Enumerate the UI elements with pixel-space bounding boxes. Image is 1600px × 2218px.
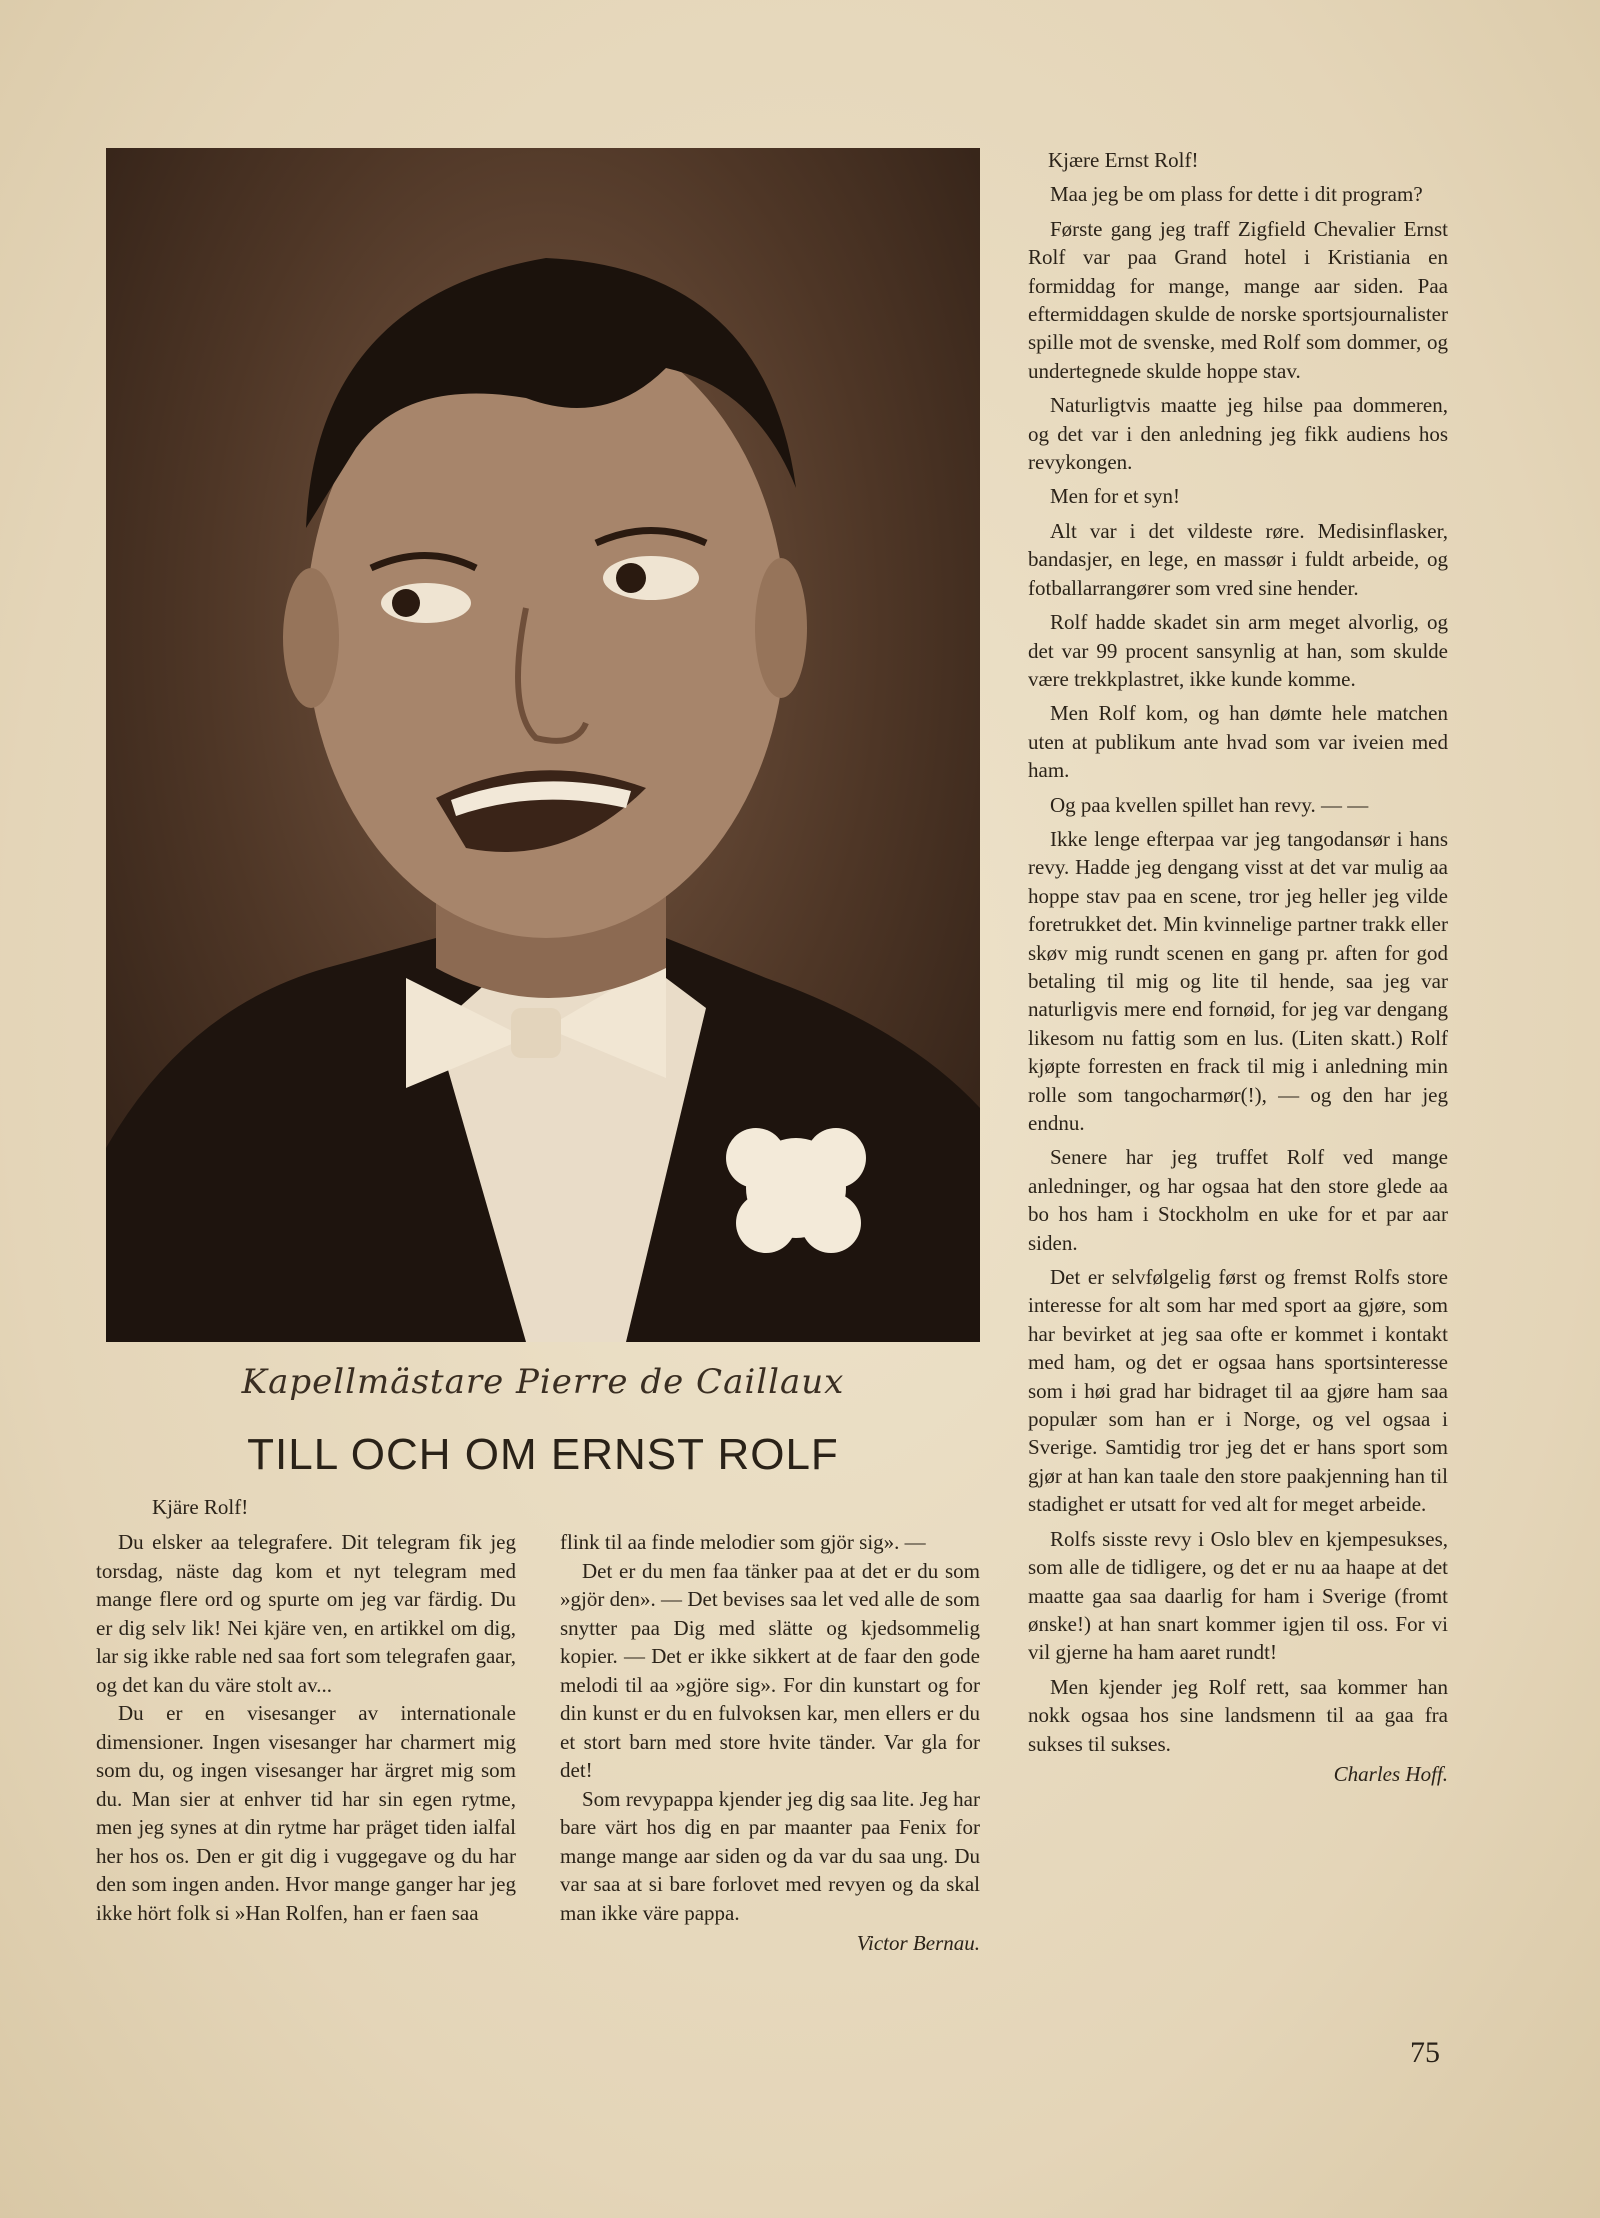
- letter2-paragraph-1: Maa jeg be om plass for dette i dit program?: [1050, 182, 1423, 207]
- article-headline: TILL OCH OM ERNST ROLF: [247, 1430, 839, 1479]
- letter2-paragraph-5: Alt var i det vildeste røre. Medisinflasker, bandasjer, en lege, en massør i fuldt arbeide, og fotballarrangører som vred sine hender.: [1028, 518, 1448, 600]
- letter2-paragraph-9: Ikke lenge efterpaa var jeg tangodansør i hans revy. Hadde jeg dengang visst at det var mulig aa hoppe stav paa en scene, tror jeg heller jeg vilde foretrukket det. Min kvinnelige partner trakk eller skøv mig rundt scenen en gang pr. aften for god betaling til mig og lite til hende, saa jeg var naturligvis mere end fornøid, for jeg var dengang likesom nu fattig som en lus. (Liten skatt.) Rolf kjøpte forresten en frack til mig i anledning min rolle som tangocharmør(!), — og den har jeg endnu.: [1028, 826, 1448, 1135]
- page-number: 75: [1410, 2036, 1440, 2069]
- letter2-paragraph-13: Men kjender jeg Rolf rett, saa kommer han nokk ogsaa hos sine landsmenn til aa gaa fra sukses til sukses.: [1028, 1674, 1448, 1756]
- letter2-paragraph-6: Rolf hadde skadet sin arm meget alvorlig, og det var 99 procent sansynlig at han, som skulde være trekkplastret, ikke kunde komme.: [1028, 610, 1448, 691]
- letter1-paragraph-2: Du er en visesanger av internationale dimensioner. Ingen visesanger har charmert mig som du, og ingen visesanger har ärgret mig som du. Man sier at enhver tid har sin egen rytme, men jeg synes at din rytme har präget tiden ialfal her hos os. Den er git dig i vuggegave og du har den som ingen anden. Hvor mange ganger har jeg ikke hört folk si »Han Rolfen, han er faen saa: [96, 1701, 516, 1925]
- letter2-paragraph-2: Første gang jeg traff Zigfield Chevalier Ernst Rolf var paa Grand hotel i Kristiania en formiddag for mange, mange aar siden. Paa eftermiddagen skulde de norske sportsjournalister spille mot de svenske, med Rolf som dommer, og undertegnede skulde hoppe stav.: [1028, 216, 1448, 383]
- portrait-illustration: [106, 148, 980, 1342]
- letter2-paragraph-11: Det er selvfølgelig først og fremst Rolfs store interesse for alt som har med sport aa gjøre, som har bevirket at jeg saa ofte er kommet i kontakt med ham, og det er ogsaa hans sportsinteresse som i høi grad har bidraget til aa gjøre ham saa populær som han er i Norge, og vel ogsaa i Sverige. Samtidig tror jeg det er hans sport som gjør at han kan taale den store paakjenning han til stadighet er utsatt for ved alt for meget arbeide.: [1028, 1265, 1448, 1517]
- letter2-paragraph-7: Men Rolf kom, og han dømte hele matchen uten at publikum ante hvad som var iveien med ham.: [1028, 701, 1448, 783]
- letter2-greeting: Kjære Ernst Rolf!: [1048, 148, 1199, 172]
- column-2: [560, 1528, 980, 1958]
- letter1-paragraph-5: Som revypappa kjender jeg dig saa lite. Jeg har bare värt hos dig en par maanter paa Fenix for mange mange aar siden og da var du saa ung. Du var saa at si bare forlovet med revyen og da skal man ikke väre pappa.: [560, 1786, 980, 1925]
- letter2-paragraph-12: Rolfs sisste revy i Oslo blev en kjempesukses, som alle de tidligere, og det er nu aa haape at det maatte gaa saa daarlig for ham i Sverige (fromt ønske!) at han snart kommer igjen til oss. For vi vil gjerne ha ham aaret rundt!: [1028, 1526, 1448, 1665]
- letter2-paragraph-10: Senere har jeg truffet Rolf ved mange anledninger, og har ogsaa hat den store glede aa bo hos ham i Stockholm en uke for et par aar siden.: [1028, 1145, 1448, 1255]
- letter1-paragraph-3: flink til aa finde melodier som gjör sig». —: [560, 1530, 926, 1554]
- letter2-paragraph-8: Og paa kvellen spillet han revy. — —: [1050, 792, 1369, 817]
- letter2-paragraph-3: Naturligtvis maatte jeg hilse paa dommeren, og det var i den anledning jeg fikk audiens hos revykongen.: [1028, 393, 1448, 475]
- letter1-paragraph-4: Det er du men faa tänker paa at det er du som »gjör den». — Det bevises saa let ved alle de som snytter paa Dig med slätte og kjedsommelig kopier. — Det er ikke sikkert at de faar den gode melodi til aa »gjöre sig». For din kunstart og for din kunst er du en fulvoksen kar, men ellers er du et stort barn med store hvite tänder. Var gla for det!: [560, 1558, 980, 1782]
- letter2-paragraph-4: Men for et syn!: [1050, 484, 1181, 509]
- letter1-greeting: Kjäre Rolf!: [152, 1495, 249, 1519]
- letter2-signature: Charles Hoff.: [1333, 1761, 1448, 1786]
- letter1-signature: Victor Bernau.: [856, 1931, 980, 1955]
- photo-caption: Kapellmästare Pierre de Caillaux: [241, 1362, 845, 1402]
- portrait-photo: [106, 148, 980, 1342]
- letter1-paragraph-1: Du elsker aa telegrafere. Dit telegram fik jeg torsdag, näste dag kom et nyt telegram med mange flere ord og spurte om jeg var färdig. Du er dig selv lik! Nei kjäre ven, en artikkel om dig, lar sig ikke rable ned saa fort som telegrafen gaar, og det kan du väre stolt av...: [96, 1530, 516, 1697]
- column-1: [96, 1528, 516, 1927]
- column-3: [1028, 146, 1448, 1788]
